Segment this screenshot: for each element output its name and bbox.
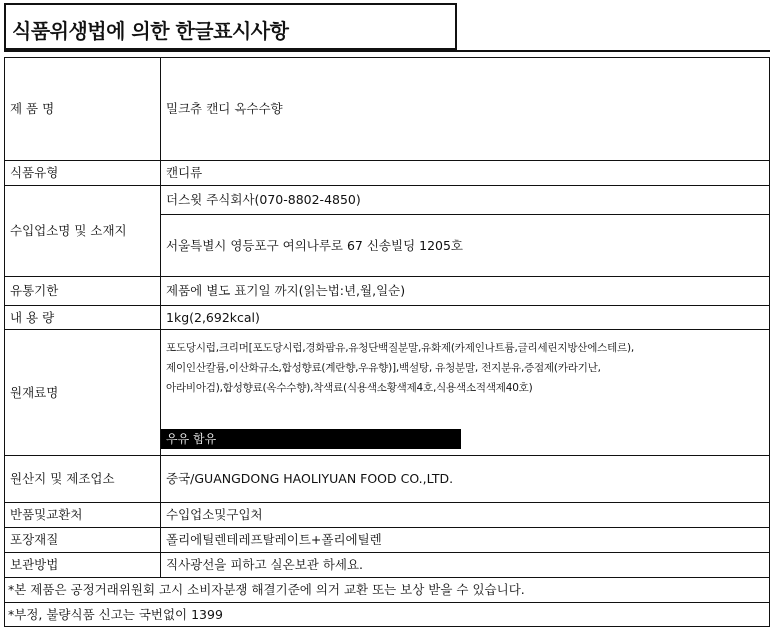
storage-label: 보관방법 — [5, 553, 161, 578]
origin-label: 원산지 및 제조업소 — [5, 456, 161, 503]
report-text: *부정, 불량식품 신고는 국번없이 1399 — [5, 603, 770, 627]
ingredients-text — [166, 330, 769, 404]
expiry-label: 유통기한 — [5, 277, 161, 306]
notice-text: *본 제품은 공정거래위원회 고시 소비자분쟁 해결기준에 의거 교환 또는 보상 받을 수 있습니다. — [5, 578, 770, 603]
table-row — [5, 277, 770, 306]
table-row — [5, 456, 770, 503]
table-row — [5, 528, 770, 553]
importer-label: 수입업소명 및 소재지 — [5, 186, 161, 277]
table-row — [5, 578, 770, 603]
product-name-value: 밀크츄 캔디 옥수수향 — [161, 58, 770, 161]
importer-address: 서울특별시 영등포구 여의나루로 67 신송빌딩 1205호 — [161, 215, 770, 277]
table-row — [5, 553, 770, 578]
table-row — [5, 306, 770, 330]
ingredients-cell — [161, 330, 770, 456]
importer-company: 더스윗 주식회사(070-8802-4850) — [161, 186, 770, 215]
product-name-label: 제 품 명 — [5, 58, 161, 161]
table-row — [5, 330, 770, 456]
packaging-value: 폴리에틸렌테레프탈레이트+폴리에틸렌 — [161, 528, 770, 553]
title-divider — [4, 50, 770, 52]
content-label: 내 용 량 — [5, 306, 161, 330]
table-row — [5, 503, 770, 528]
food-type-value: 캔디류 — [161, 161, 770, 186]
content-value: 1kg(2,692kcal) — [161, 306, 770, 330]
packaging-label: 포장재질 — [5, 528, 161, 553]
table-row — [5, 603, 770, 627]
origin-value: 중국/GUANGDONG HAOLIYUAN FOOD CO.,LTD. — [161, 456, 770, 503]
ingredients-line: 제이인산칼륨,이산화규소,합성향료(계란향,우유향)],백설탕, 유청분말, 전지분유,증점제(카라기난, — [166, 362, 601, 374]
table-row — [5, 58, 770, 161]
ingredients-line: 아라비아검),합성향료(옥수수향),착색료(식용색소황색제4호,식용색소적색제40호) — [166, 382, 533, 394]
storage-value: 직사광선을 피하고 실온보관 하세요. — [161, 553, 770, 578]
allergy-wrap — [166, 429, 461, 449]
ingredients-label: 원재료명 — [5, 330, 161, 456]
allergy-badge: 우유 함유 — [161, 429, 461, 449]
ingredients-line: 포도당시럽,크리머[포도당시럽,경화팜유,유청단백질분말,유화제(카제인나트륨,글리세린지방산에스테르), — [166, 342, 635, 354]
food-type-label: 식품유형 — [5, 161, 161, 186]
table-row — [5, 161, 770, 186]
expiry-value: 제품에 별도 표기일 까지(읽는법:년,월,일순) — [161, 277, 770, 306]
label-table — [4, 57, 770, 627]
table-row — [5, 186, 770, 215]
page-title: 식품위생법에 의한 한글표시사항 — [12, 19, 289, 43]
return-value: 수입업소및구입처 — [161, 503, 770, 528]
return-label: 반품및교환처 — [5, 503, 161, 528]
title-box — [4, 3, 457, 50]
